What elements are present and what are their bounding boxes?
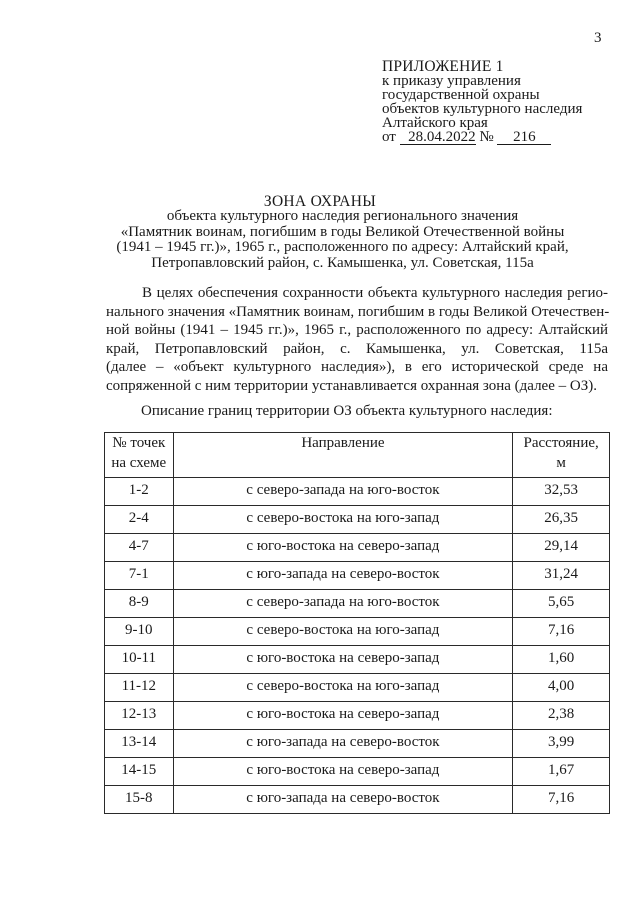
header-distance-line2: м — [556, 455, 566, 471]
cell-distance: 4,00 — [513, 674, 610, 702]
cell-direction: с юго-востока на северо-запад — [173, 702, 513, 730]
cell-direction: с юго-востока на северо-запад — [173, 646, 513, 674]
cell-distance: 31,24 — [513, 562, 610, 590]
header-distance — [513, 433, 610, 478]
paragraph-line: край, Петропавловский район, с. Камышенка, ул. Советская, 115а — [106, 340, 608, 357]
date-prefix: от — [382, 129, 396, 145]
cell-direction: с северо-востока на юго-запад — [173, 506, 513, 534]
cell-direction: с северо-запада на юго-восток — [173, 590, 513, 618]
body-paragraph — [106, 284, 608, 395]
table-row — [105, 758, 610, 786]
cell-direction: с юго-востока на северо-запад — [173, 758, 513, 786]
cell-points: 1-2 — [105, 478, 174, 506]
document-title: ЗОНА ОХРАНЫ — [263, 193, 377, 210]
cell-direction: с юго-востока на северо-запад — [173, 534, 513, 562]
table-row — [105, 562, 610, 590]
paragraph-line: сопряженной с ним территории устанавливается охранная зона (далее – ОЗ). — [106, 377, 597, 394]
cell-distance: 5,65 — [513, 590, 610, 618]
subtitle-line: (1941 – 1945 гг.)», 1965 г., расположенного по адресу: Алтайский край, — [116, 239, 569, 255]
table-row — [105, 730, 610, 758]
appendix-line: Алтайского края — [382, 115, 488, 131]
cell-points: 8-9 — [105, 590, 174, 618]
cell-points: 11-12 — [105, 674, 174, 702]
table-row — [105, 618, 610, 646]
cell-points: 10-11 — [105, 646, 174, 674]
cell-points: 13-14 — [105, 730, 174, 758]
cell-distance: 1,60 — [513, 646, 610, 674]
cell-distance: 2,38 — [513, 702, 610, 730]
document-subtitle — [100, 209, 585, 271]
subtitle-line: объекта культурного наследия регионального значения — [166, 208, 519, 224]
cell-direction: с северо-востока на юго-запад — [173, 674, 513, 702]
cell-points: 14-15 — [105, 758, 174, 786]
cell-points: 9-10 — [105, 618, 174, 646]
table-row — [105, 674, 610, 702]
page-number: 3 — [594, 30, 602, 46]
number-prefix: № — [479, 129, 494, 145]
cell-distance: 7,16 — [513, 786, 610, 814]
cell-points: 2-4 — [105, 506, 174, 534]
header-direction: Направление — [173, 433, 513, 478]
header-points-line2: на схеме — [111, 455, 167, 471]
table-header-row — [105, 433, 610, 478]
cell-distance: 3,99 — [513, 730, 610, 758]
paragraph-line: нального значения «Памятник воинам, погибшим в годы Великой Отечествен- — [106, 303, 610, 320]
order-number: 216 — [497, 131, 551, 145]
table-row — [105, 590, 610, 618]
cell-points: 7-1 — [105, 562, 174, 590]
table-row — [105, 646, 610, 674]
order-date-line — [382, 130, 632, 145]
header-distance-line1: Расстояние, — [523, 435, 599, 451]
appendix-line: к приказу управления — [382, 73, 521, 89]
subtitle-line: «Памятник воинам, погибшим в годы Великой Отечественной войны — [120, 223, 565, 240]
cell-distance: 1,67 — [513, 758, 610, 786]
cell-distance: 29,14 — [513, 534, 610, 562]
appendix-block — [382, 60, 632, 145]
table-caption: Описание границ территории ОЗ объекта культурного наследия: — [141, 403, 553, 419]
appendix-line: объектов культурного наследия — [382, 101, 583, 117]
order-date: 28.04.2022 — [400, 131, 476, 145]
cell-direction: с северо-запада на юго-восток — [173, 478, 513, 506]
boundary-table — [104, 432, 610, 814]
table-row — [105, 506, 610, 534]
cell-direction: с юго-запада на северо-восток — [173, 562, 513, 590]
appendix-line: государственной охраны — [382, 87, 540, 103]
header-points — [105, 433, 174, 478]
paragraph-line: В целях обеспечения сохранности объекта культурного наследия регио- — [142, 285, 608, 301]
appendix-title: ПРИЛОЖЕНИЕ 1 — [382, 58, 504, 75]
header-points-line1: № точек — [112, 435, 166, 451]
cell-distance: 7,16 — [513, 618, 610, 646]
table-row — [105, 786, 610, 814]
table-body — [105, 478, 610, 814]
cell-points: 12-13 — [105, 702, 174, 730]
cell-direction: с юго-запада на северо-восток — [173, 730, 513, 758]
cell-distance: 32,53 — [513, 478, 610, 506]
cell-distance: 26,35 — [513, 506, 610, 534]
cell-direction: с юго-запада на северо-восток — [173, 786, 513, 814]
table-row — [105, 534, 610, 562]
subtitle-line: Петропавловский район, с. Камышенка, ул. Советская, 115а — [151, 254, 534, 271]
cell-points: 15-8 — [105, 786, 174, 814]
table-row — [105, 702, 610, 730]
table-row — [105, 478, 610, 506]
cell-points: 4-7 — [105, 534, 174, 562]
cell-direction: с северо-востока на юго-запад — [173, 618, 513, 646]
paragraph-line: (далее – «объект культурного наследия»), в его исторической среде на — [106, 359, 608, 375]
paragraph-line: ной войны (1941 – 1945 гг.)», 1965 г., расположенного по адресу: Алтайский — [106, 322, 608, 338]
